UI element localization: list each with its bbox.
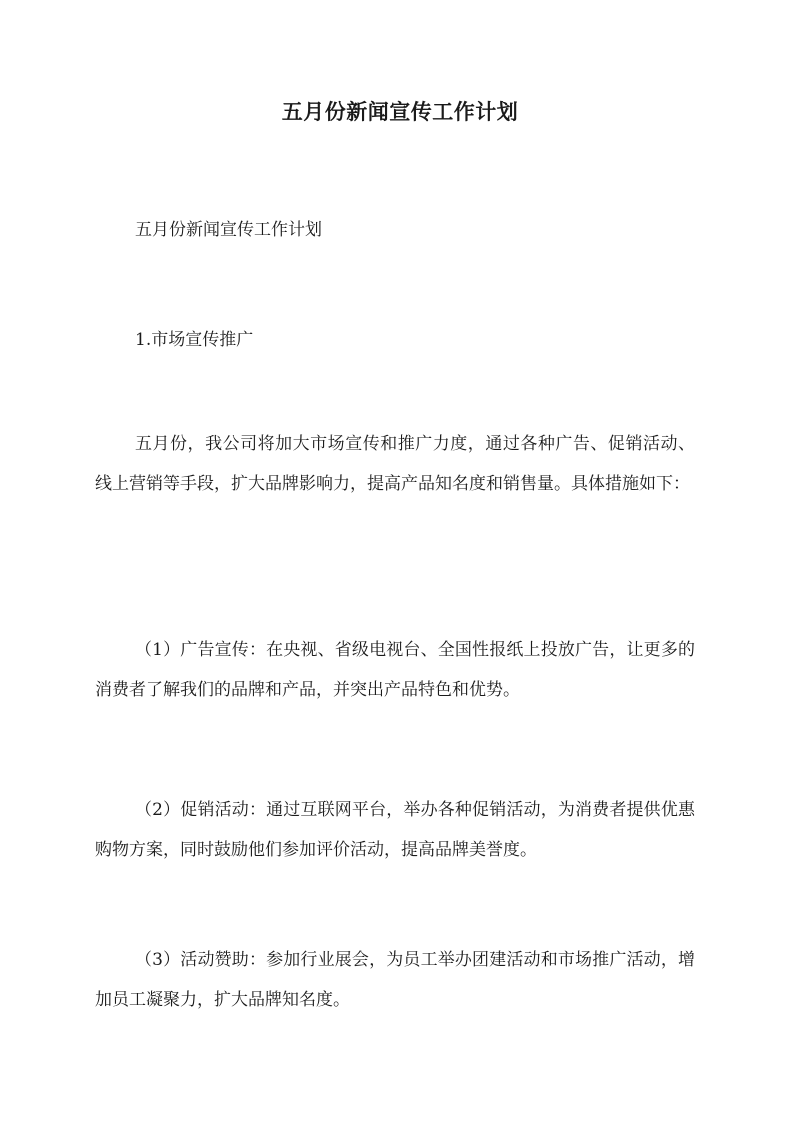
- document-subtitle: 五月份新闻宣传工作计划: [135, 220, 322, 240]
- intro-paragraph: 五月份，我公司将加大市场宣传和推广力度，通过各种广告、促销活动、线上营销等手段，扩大品牌影响力，提高产品知名度和销售量。具体措施如下：: [95, 434, 695, 494]
- list-item-advertising: （1）广告宣传：在央视、省级电视台、全国性报纸上投放广告，让更多的消费者了解我们的品牌和产品，并突出产品特色和优势。: [95, 640, 695, 700]
- document-title: 五月份新闻宣传工作计划: [281, 99, 519, 124]
- section-heading: 1.市场宣传推广: [135, 330, 254, 350]
- list-item-promotion: （2）促销活动：通过互联网平台，举办各种促销活动，为消费者提供优惠购物方案，同时鼓励他们参加评价活动，提高品牌美誉度。: [95, 800, 695, 860]
- list-item-sponsorship: （3）活动赞助：参加行业展会，为员工举办团建活动和市场推广活动，增加员工凝聚力，扩大品牌知名度。: [95, 950, 695, 1010]
